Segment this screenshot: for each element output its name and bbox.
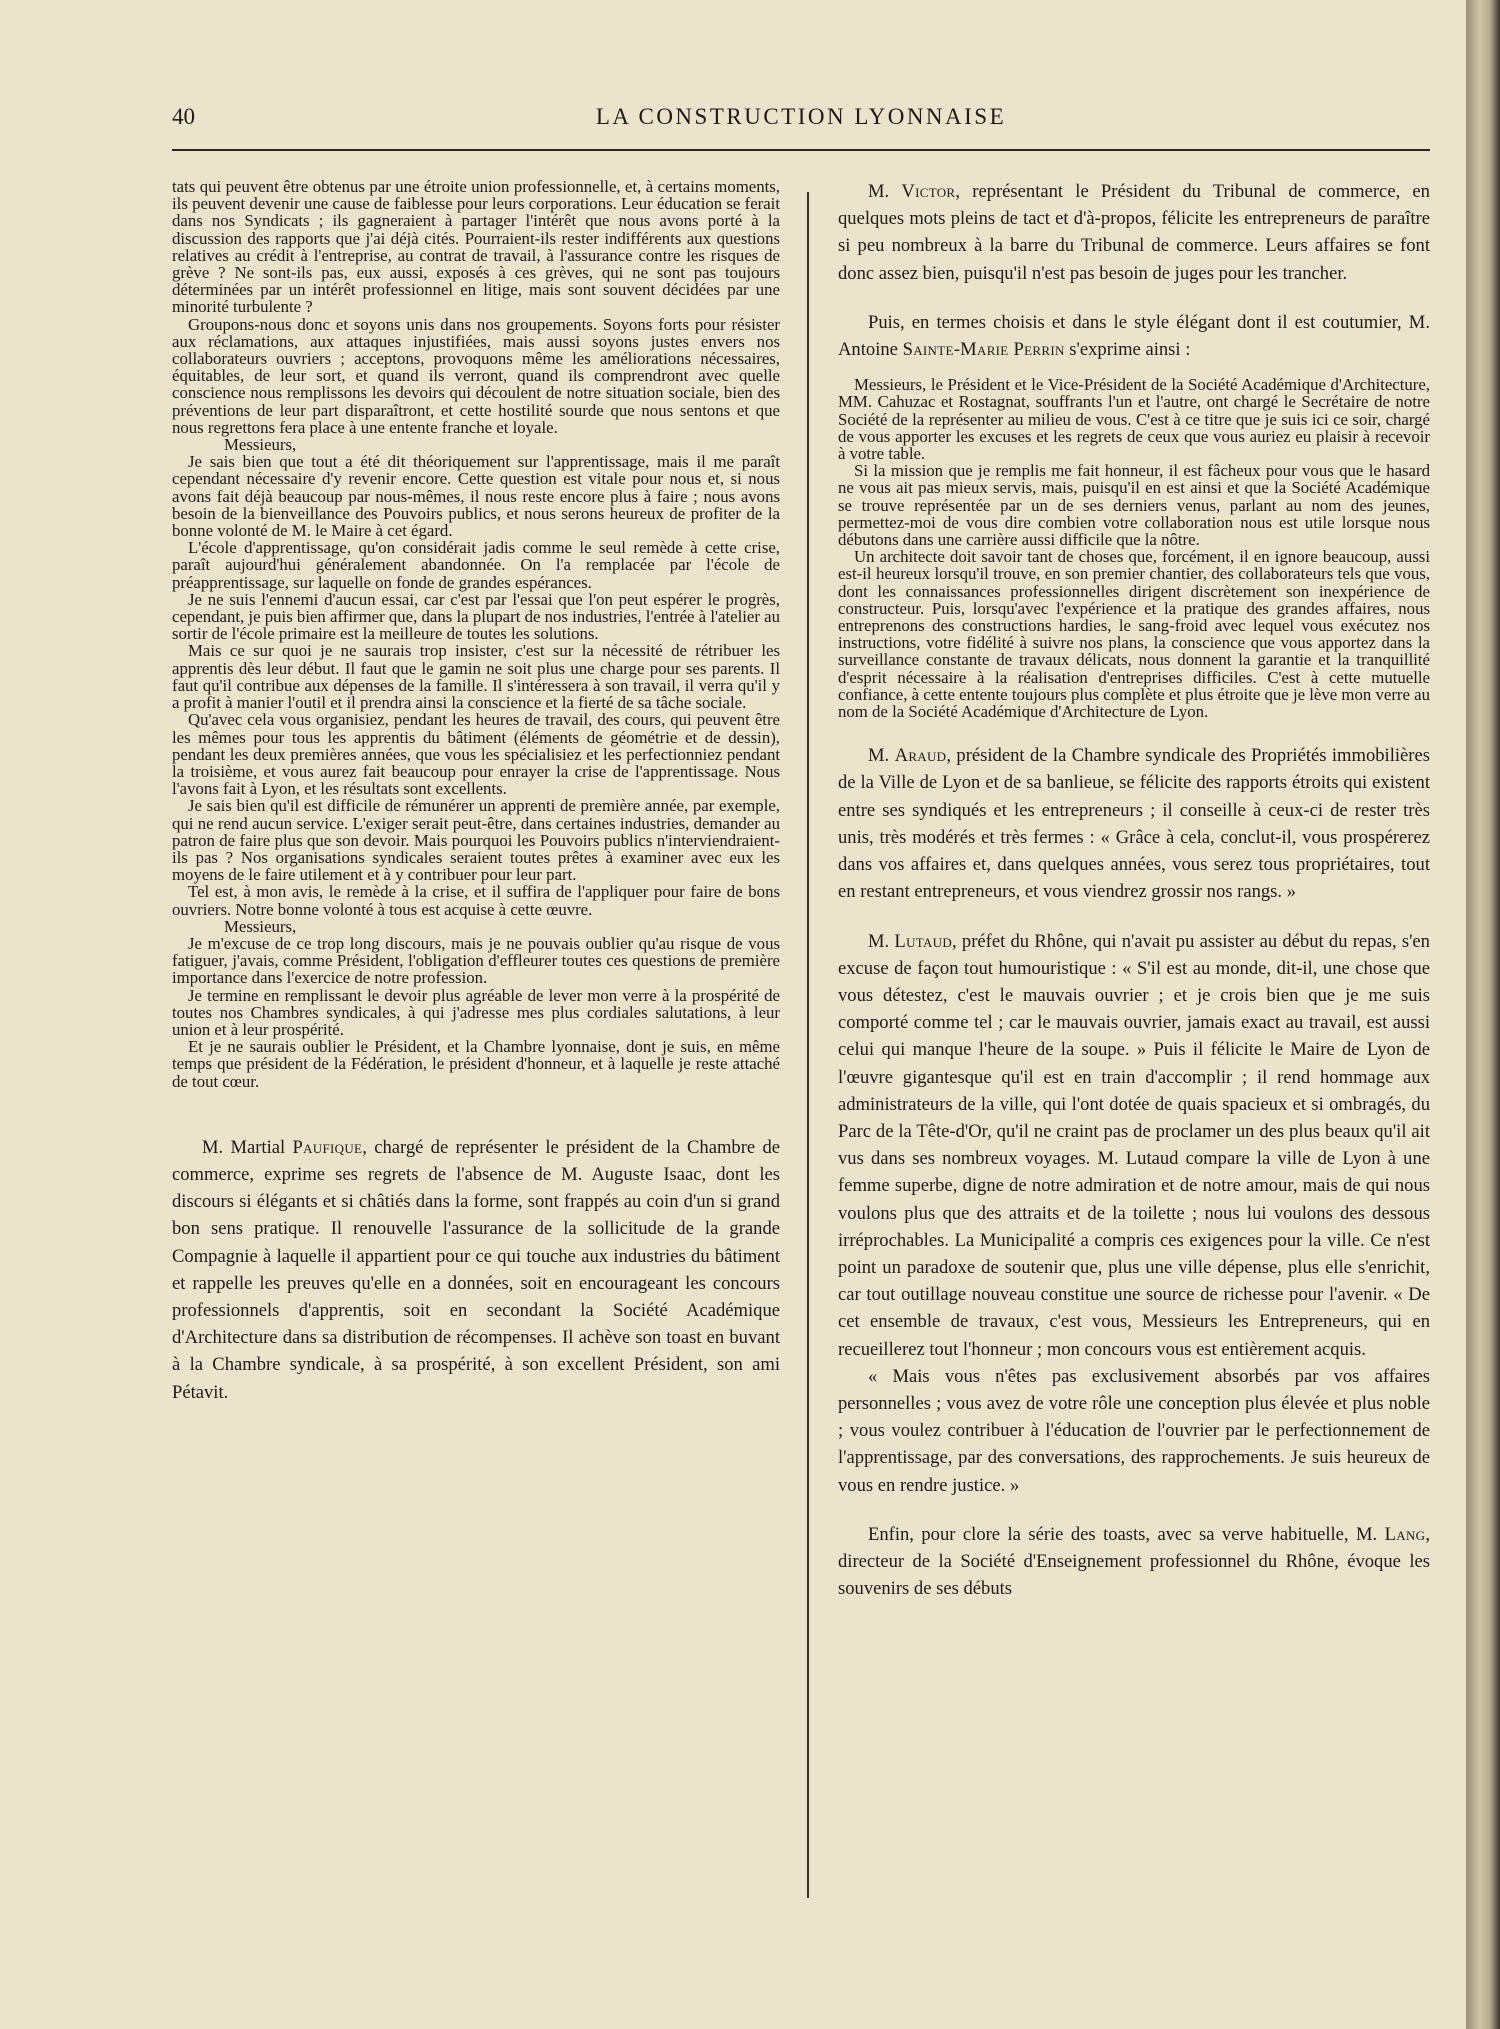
- column-divider: [807, 192, 809, 1898]
- toast-text: , chargé de représenter le président de la Chambre de commerce, exprime ses regrets de l'absence de M. Auguste Isaac, dont les discours si élégants et si châtiés dans la forme, sont frappés au coin d'un si grand bon sens pratique. Il renouvelle l'assurance de la sollicitude de la grande Compagnie à laquelle il appartient pour ce qui touche aux industries du bâtiment et rappelle les preuves qu'elle en a données, soit en encourageant les concours professionnels d'apprentis, soit en secondant la Société Académique d'Architecture dans sa distribution de récompenses. Il achève son toast en buvant à la Chambre syndicale, à sa prospérité, à son excellent Président, son ami Pétavit.: [172, 1136, 780, 1403]
- speech-greeting: Messieurs,: [224, 435, 297, 455]
- journal-title: LA CONSTRUCTION LYONNAISE: [595, 104, 1007, 129]
- speech-paragraph: Tel est, à mon avis, le remède à la crise, et il suffira de l'appliquer pour faire de bons ouvriers. Notre bonne volonté à tous est acquise à cette œuvre.: [172, 882, 780, 919]
- speech-paragraph: Je sais bien que tout a été dit théoriquement sur l'apprentissage, mais il me paraît cependant nécessaire d'y revenir encore. Cette question est vitale pour nous et, si nous avons fait déjà beaucoup par nous-mêmes, il nous reste encore plus à faire ; nous avons besoin de la bienveillance des Pouvoirs publics, et nous serons heureux de profiter de la bonne volonté de M. le Maire à cet égard.: [172, 452, 780, 541]
- speech-paragraph: Je ne suis l'ennemi d'aucun essai, car c'est par l'essai que l'on peut espérer le progrès, cependant, je puis bien affirmer que, dans la plupart de nos industries, l'entrée à l'atelier au sortir de l'école primaire est la meilleure de toutes les solutions.: [172, 589, 780, 644]
- toast-paragraph: [838, 309, 1430, 363]
- speech-paragraph: Je m'excuse de ce trop long discours, mais je ne pouvais oublier qu'au risque de vous fatiguer, j'avais, comme Président, l'obligation d'effleurer toutes ces questions de première importance dans l'exercice de notre profession.: [172, 933, 780, 988]
- header-rule: [172, 149, 1430, 151]
- speech-paragraph: Messieurs, le Président et le Vice-Président de la Société Académique d'Architecture, MM. Cahuzac et Rostagnat, souffrants l'un et l'autre, ont chargé le Secrétaire de notre Société de la représenter au milieu de vous. C'est à ce titre que je suis ici ce soir, chargé de vous apporter les excuses et les regrets de ceux que vous auriez eu plaisir à recevoir à votre table.: [838, 375, 1430, 464]
- speaker-name: Sainte-Marie Perrin: [902, 339, 1065, 361]
- speaker-prefix: M.: [868, 930, 895, 952]
- president-speech: [172, 178, 780, 1090]
- toast-paragraph: [838, 1521, 1430, 1603]
- speaker-name: Lang: [1384, 1523, 1426, 1545]
- lang-toast: [838, 1521, 1430, 1603]
- speaker-prefix: M.: [868, 181, 902, 202]
- lutaud-toast: [838, 928, 1430, 1499]
- toast-paragraph: [838, 742, 1430, 905]
- speech-paragraph: Et je ne saurais oublier le Président, et la Chambre lyonnaise, dont je suis, en même temps que président de la Fédération, le président d'honneur, et à laquelle je reste attaché de tout cœur.: [172, 1037, 780, 1091]
- toast-text: , président de la Chambre syndicale des Propriétés immobilières de la Ville de Lyon et de sa banlieue, se félicite des rapports étroits qui existent entre ses syndiqués et les entrepreneurs ; il conseille à ceux-ci de rester très unis, très modérés et très fermes : « Grâce à cela, conclut-il, vous prospérerez dans vos affaires et, dans quelques années, vous serez tous propriétaires, tout en restant entrepreneurs, et vous viendrez grossir nos rangs. »: [838, 745, 1430, 903]
- speaker-name: Araud: [894, 745, 947, 767]
- speech-paragraph: Si la mission que je remplis me fait honneur, il est fâcheux pour vous que le hasard ne vous ait pas mieux servis, mais, puisqu'il en est ainsi et que la Société Académique se trouve représentée par un de ses derniers venus, parlant au nom des jeunes, permettez-moi de vous dire combien votre collaboration nous est utile lorsque nous débutons dans une carrière aussi difficile que la nôtre.: [838, 461, 1430, 550]
- speaker-prefix: M. Martial: [202, 1136, 293, 1158]
- page-number: 40: [172, 104, 195, 129]
- toast-text: , directeur de la Société d'Enseignement professionnel du Rhône, évoque les souvenirs de ses débuts: [838, 1523, 1430, 1600]
- paufique-toast: [172, 1134, 780, 1406]
- victor-toast: [838, 178, 1430, 287]
- speech-paragraph: Qu'avec cela vous organisiez, pendant les heures de travail, des cours, qui peuvent être les mêmes pour tous les apprentis du bâtiment (éléments de géométrie et de dessin), pendant les deux premières années, que vous les spécialisiez et les perfectionniez pendant la troisième, et vous aurez fait beaucoup pour enrayer la crise de l'apprentissage. Nous l'avons fait à Lyon, et les résultats sont excellents.: [172, 710, 780, 799]
- speech-paragraph: Un architecte doit savoir tant de choses que, forcément, il en ignore beaucoup, aussi est-il heureux lorsqu'il trouve, en son premier chantier, des collaborateurs tels que vous, dont les connaissances professionnelles dirigent discrètement son inexpérience de constructeur. Puis, lorsqu'avec l'expérience et la pratique des grandes affaires, nous entreprenons des constructions hardies, le sang-froid avec lequel vous exécutez nos instructions, votre fidélité à suivre nos plans, la conscience que vous apportez dans la surveillance constante de travaux délicats, nous donnent la garantie et la tranquillité d'esprit nécessaire à la réalisation d'entreprises difficiles. C'est à cette mutuelle confiance, à cette entente toujours plus complète et plus étroite que je lève mon verre au nom de la Société Académique d'Architecture de Lyon.: [838, 547, 1430, 722]
- speaker-prefix: M.: [868, 745, 895, 767]
- intro-text: Enfin, pour clore la série des toasts, avec sa verve habituelle, M.: [868, 1523, 1385, 1545]
- toast-paragraph: [172, 1134, 780, 1406]
- speech-greeting: Messieurs,: [224, 916, 297, 936]
- speech-paragraph: Mais ce sur quoi je ne saurais trop insister, c'est sur la nécessité de rétribuer les apprentis dès leur début. Il faut que le gamin ne soit plus une charge pour ses parents. Il faut qu'il contribue aux dépenses de la famille. Il s'intéressera à son travail, il verra qu'il y a profit à manier l'outil et il prendra ainsi la conscience et la fierté de sa tâche sociale.: [172, 641, 780, 713]
- speech-paragraph: Je termine en remplissant le devoir plus agréable de lever mon verre à la prospérité de toutes nos Chambres syndicales, à qui j'adresse mes plus cordiales salutations, à leur union et à leur prospérité.: [172, 985, 780, 1039]
- perrin-speech: [838, 376, 1430, 720]
- speech-paragraph: tats qui peuvent être obtenus par une étroite union professionnelle, et, à certains moments, ils peuvent devenir une cause de faiblesse pour leurs corporations. Leur éducation se ferait dans nos Syndicats ; ils gagneraient à partager l'intérêt que nous avons porté à la discussion des rapports que j'ai déjà cités. Pourraient-ils rester indifférents aux questions relatives au crédit à l'entreprise, au contrat de travail, à l'assurance contre les risques de grève ? Ne sont-ils pas, eux aussi, exposés à ces grèves, qui ne sont pas toujours déterminées par un intérêt professionnel en litige, mais sont souvent décidées par une minorité turbulente ?: [172, 177, 780, 317]
- toast-text: , représentant le Président du Tribunal de commerce, en quelques mots pleins de tact et d'à-propos, félicite les entrepreneurs de paraître si peu nombreux à la barre du Tribunal de commerce. Leurs affaires se font donc assez bien, puisqu'il n'est pas besoin de juges pour les trancher.: [838, 181, 1430, 284]
- toast-text: , préfet du Rhône, qui n'avait pu assister au début du repas, s'en excuse de façon tout humouristique : « S'il est au monde, dit-il, une chose que vous détestez, c'est le mauvais ouvrier ; et je crois bien que je me suis comporté comme tel ; car le mauvais ouvrier, jamais exact au travail, est aussi celui qui manque l'heure de la soupe. » Puis il félicite le Maire de Lyon de l'œuvre gigantesque qu'il est en train d'accomplir ; il rend hommage aux administrateurs de la ville, qui l'ont dotée de quais spacieux et si ombragés, du Parc de la Tête-d'Or, qu'il ne craint pas de proclamer un des plus beaux qu'il ait vus dans ses nombreux voyages. M. Lutaud compare la ville de Lyon à une femme superbe, digne de notre admiration et de notre amour, mais de qui nous voulons plus que des attraits et de la toilette ; nous lui voulons des dessous irréprochables. La Municipalité a compris ces exigences pour la ville. Ce n'est point un paradoxe de soutenir que, plus une ville dépense, plus elle s'enrichit, car tout outillage nouveau constitue une source de richesse pour l'avenir. « De cet ensemble de travaux, c'est vous, Messieurs les Entrepreneurs, qui en recueillerez tout l'honneur ; mon concours vous est entièrement acquis.: [838, 930, 1430, 1360]
- book-edge: [1466, 0, 1500, 2029]
- perrin-intro: [838, 309, 1430, 363]
- toast-paragraph: « Mais vous n'êtes pas exclusivement absorbés par vos affaires personnelles ; vous avez de votre rôle une conception plus élevée et plus noble ; vous voulez contribuer à l'éducation de l'ouvrier par le perfectionnement de l'apprentissage, par des conversations, des rapprochements. Je suis heureux de vous en rendre justice. »: [838, 1365, 1430, 1496]
- speaker-name: Victor: [901, 181, 956, 202]
- intro-text: Puis, en termes choisis et dans le style élégant dont il est coutumier, M. Antoine: [838, 311, 1430, 361]
- page-header: [172, 104, 1430, 140]
- left-column: [172, 178, 780, 1406]
- toast-paragraph: [838, 178, 1430, 287]
- speaker-name: Paufique: [292, 1136, 363, 1158]
- speech-paragraph: L'école d'apprentissage, qu'on considérait jadis comme le seul remède à cette crise, paraît aujourd'hui généralement abandonnée. On l'a remplacée par l'école de préapprentissage, sur laquelle on fonde de grandes espérances.: [172, 538, 780, 592]
- intro-text: s'exprime ainsi :: [1064, 339, 1191, 361]
- right-column: [838, 178, 1430, 1602]
- speech-paragraph: Je sais bien qu'il est difficile de rémunérer un apprenti de première année, par exemple, qui ne rend aucun service. L'exiger serait peut-être, dans certaines industries, demander au patron de faire plus que son devoir. Mais pourquoi les Pouvoirs publics n'interviendraient-ils pas ? Nos organisations syndicales seraient toutes prêtes à examiner avec eux les moyens de le faire utilement et à y contribuer pour leur part.: [172, 796, 780, 885]
- toast-paragraph: [838, 928, 1430, 1363]
- speaker-name: Lutaud: [894, 930, 953, 952]
- speech-paragraph: Groupons-nous donc et soyons unis dans nos groupements. Soyons forts pour résister aux réclamations, aux attaques injustifiées, mais aussi soyons justes envers nos collaborateurs ouvriers ; acceptons, provoquons même les améliorations nécessaires, équitables, de leur sort, et quand ils verront, quand ils comprendront avec quelle conscience nous remplissons les devoirs qui découlent de notre situation sociale, bien des préventions de leur part disparaîtront, et cette hostilité sourde que nous sentons et que nous regrettons fera place à une entente franche et loyale.: [172, 314, 780, 437]
- araud-toast: [838, 742, 1430, 905]
